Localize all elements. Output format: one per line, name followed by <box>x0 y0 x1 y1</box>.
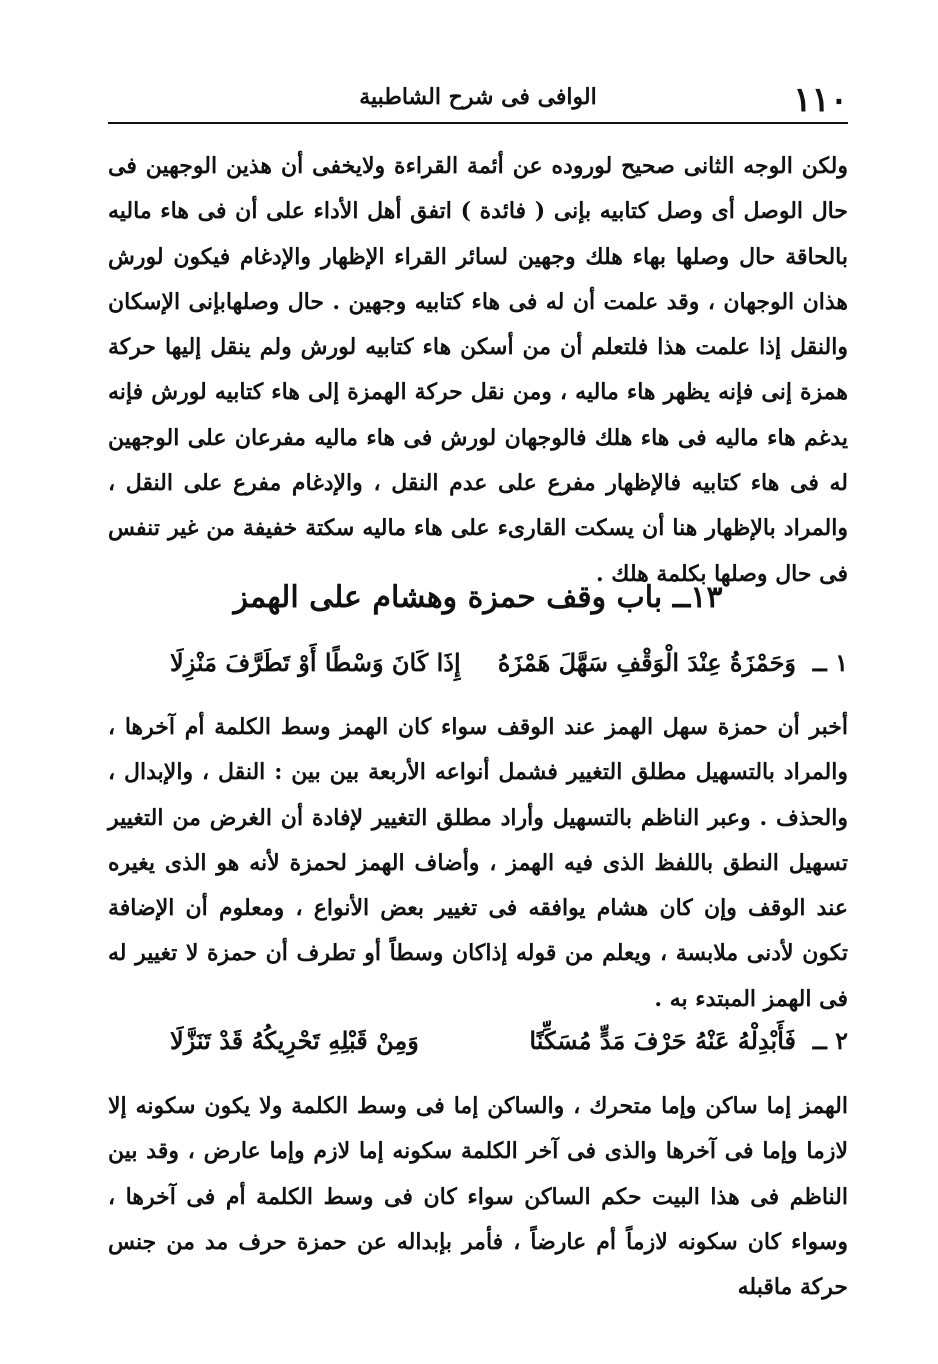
commentary-paragraph-2: الهمز إما ساكن وإما متحرك ، والساكن إما فى وسط الكلمة ولا يكون سكونه إلا لازما وإما فى آخرها والذى فى آخر الكلمة سكونه إما لازم وإما عارض ، وقد بين الناظم فى هذا البيت حكم الساكن سواء كان فى وسط الكلمة أم فى آخرها ، وسواء كان سكونه لازماً أم عارضاً ، فأمر بإبداله عن حمزة حرف مد من جنس حركة ماقبله <box>108 1093 848 1301</box>
intro-paragraph: ولكن الوجه الثانى صحيح لوروده عن أئمة القراءة ولايخفى أن هذين الوجهين فى حال الوصل أى وصل كتابيه بإنى ( فائدة ) اتفق أهل الأداء على أن فى هاء ماليه بالحاقة حال وصلها بهاء هلك وجهين لسائر القراء الإظهار والإدغام فيكون لورش هذان الوجهان ، وقد علمت أن له فى هاء كتابيه وجهين . حال وصلهابإنى الإسكان والنقل إذا علمت هذا فلتعلم أن من أسكن هاء كتابيه لورش ولم ينقل إليها حركة همزة إنى فإنه يظهر هاء ماليه ، ومن نقل حركة الهمزة إلى هاء كتابيه لورش فإنه يدغم هاء ماليه فى هاء هلك فالوجهان لورش فى هاء ماليه مفرعان على الوجهين له فى هاء كتابيه فالإظهار مفرع على عدم النقل ، والإدغام مفرع على النقل ، والمراد بالإظهار هنا أن يسكت القارىء على هاء ماليه سكتة خفيفة من غير تنفس فى حال وصلها بكلمة هلك . <box>108 153 848 587</box>
page-header <box>108 78 848 124</box>
verse-number: ٢ ــ <box>812 1026 848 1055</box>
verse-first-hemistich: وَحَمْزَةُ عِنْدَ الْوَقْفِ سَهَّلَ هَمْزَهُ <box>497 648 796 677</box>
commentary-paragraph-1: أخبر أن حمزة سهل الهمز عند الوقف سواء كان الهمز وسط الكلمة أم آخرها ، والمراد بالتسهيل مطلق التغيير فشمل أنواعه الأربعة بين بين : النقل ، والإبدال ، والحذف . وعبر الناظم بالتسهيل وأراد مطلق التغيير لإفادة أن الغرض من التغيير تسهيل النطق باللفظ الذى فيه الهمز ، وأضاف الهمز لحمزة لأنه هو الذى يغيره عند الوقف وإن كان هشام يوافقه فى تغيير بعض الأنواع ، ومعلوم أن الإضافة تكون لأدنى ملابسة ، ويعلم من قوله إذاكان وسطاً أو تطرف أن حمزة لا تغيير له فى الهمز المبتدء به . <box>108 714 848 1012</box>
verse-line-2 <box>170 1022 848 1062</box>
chapter-heading: ١٣ــ باب وقف حمزة وهشام على الهمز <box>233 580 723 615</box>
verse-second-hemistich: وَمِنْ قَبْلِهِ تَحْرِيكُهُ قَدْ تَنَزَّلَا <box>170 1026 419 1055</box>
verse-second-hemistich: إِذَا كَانَ وَسْطًا أَوْ تَطَرَّفَ مَنْزِلَا <box>170 648 461 677</box>
running-title: الوافى فى شرح الشاطبية <box>359 84 597 110</box>
verse-number: ١ ــ <box>812 648 848 677</box>
verse-first-hemistich: فَأَبْدِلْهُ عَنْهُ حَرْفَ مَدٍّ مُسَكِّنًا <box>529 1026 796 1055</box>
page-number: ١١٠ <box>793 80 848 120</box>
verse-line-1 <box>170 644 848 684</box>
